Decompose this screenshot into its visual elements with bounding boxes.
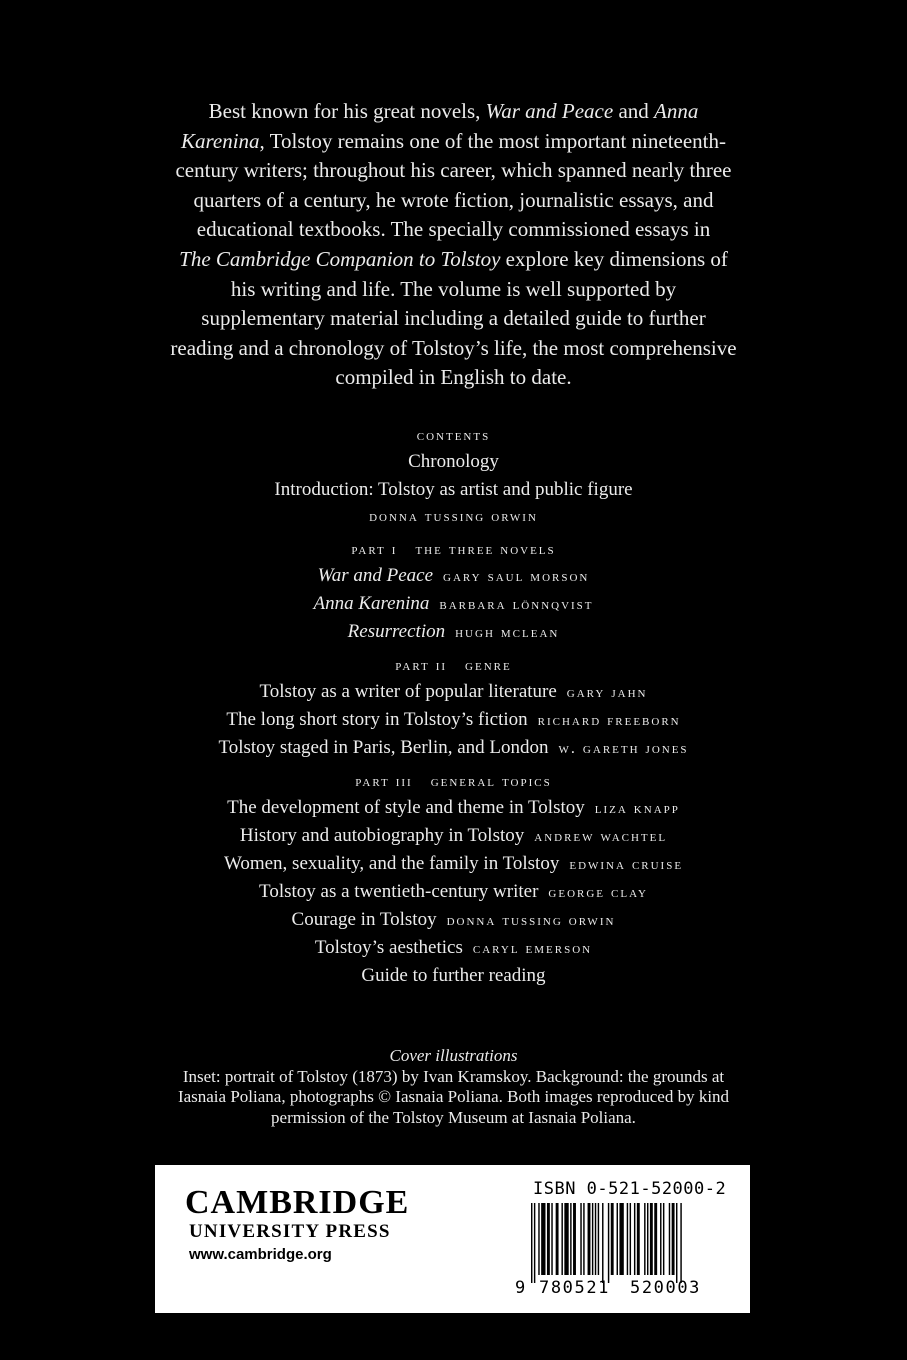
contents-entry [100, 878, 807, 906]
entry-author: george clay [548, 884, 648, 901]
barcode-bar [556, 1203, 559, 1275]
publisher-press: UNIVERSITY PRESS [189, 1221, 391, 1242]
contents-entry [100, 678, 807, 706]
part-heading: part iii general topics [355, 773, 552, 790]
blurb-line [150, 127, 757, 157]
entry-title: Anna Karenina [313, 593, 430, 614]
blurb-line [150, 97, 757, 127]
entry-author: andrew wachtel [534, 828, 668, 845]
barcode-bar [660, 1203, 661, 1275]
publisher-logo [185, 1185, 409, 1267]
contents-entry [100, 850, 807, 878]
barcode-bar [647, 1203, 648, 1275]
blurb-text: and [613, 99, 655, 123]
entry-title: The long short story in Tolstoy’s fiction [226, 709, 528, 730]
entry-author: gary jahn [566, 684, 648, 701]
entry-author: liza knapp [594, 800, 680, 817]
contents-entry [100, 934, 807, 962]
blurb-line [150, 275, 757, 305]
entry-author: caryl emerson [472, 940, 593, 957]
contents-entry [100, 822, 807, 850]
contents-chronology: Chronology [408, 451, 499, 472]
part-spacer [100, 530, 807, 538]
blurb-text: explore key dimensions of [500, 246, 728, 271]
blurb-line [150, 245, 757, 275]
contents-parts [100, 530, 807, 990]
back-cover-blurb [150, 97, 757, 393]
barcode-bar [644, 1203, 645, 1275]
contents-heading: contents [416, 427, 491, 444]
blurb-italic-text: Karenina [180, 128, 260, 153]
credits-line: permission of the Tolstoy Museum at Iasnaia Poliana. [271, 1107, 636, 1127]
barcode-bar [617, 1203, 618, 1275]
barcode-bar [672, 1203, 675, 1275]
barcode-bar [676, 1203, 677, 1283]
barcode-bar [663, 1203, 664, 1275]
blurb-line [150, 363, 757, 393]
entry-author: gary saul morson [443, 568, 590, 585]
entry-title: Tolstoy staged in Paris, Berlin, and London [218, 737, 549, 758]
entry-title: Tolstoy as a twentieth-century writer [259, 881, 539, 902]
blurb-italic-text: Anna [654, 99, 699, 123]
contents-list [100, 424, 807, 990]
publisher-barcode-panel [155, 1165, 750, 1313]
blurb-text: educational textbooks. The specially commissioned essays in [196, 217, 711, 242]
entry-title: Tolstoy as a writer of popular literature [259, 681, 557, 702]
blurb-text: reading and a chronology of Tolstoy’s life, the most comprehensive [170, 335, 737, 360]
barcode-bar [547, 1203, 550, 1275]
contents-entry [100, 706, 807, 734]
blurb-line [150, 186, 757, 216]
contents-entry [100, 618, 807, 646]
barcode-bar [583, 1203, 584, 1275]
publisher-name: CAMBRIDGE [185, 1184, 410, 1221]
entry-author: richard freeborn [537, 712, 681, 729]
barcode-bar [570, 1203, 571, 1275]
contents-entry [100, 590, 807, 618]
contents-entry [100, 962, 807, 990]
blurb-italic-text: The Cambridge Companion to Tolstoy [179, 246, 501, 271]
contents-entry [100, 906, 807, 934]
contents-introduction: Introduction: Tolstoy as artist and public figure [274, 479, 633, 500]
barcode-bar [630, 1203, 631, 1275]
entry-title: Women, sexuality, and the family in Tolstoy [223, 853, 560, 874]
blurb-line [150, 215, 757, 245]
entry-author: hugh mclean [455, 624, 560, 641]
blurb-text: supplementary material including a detailed guide to further [201, 306, 706, 331]
barcode-bar [573, 1203, 576, 1275]
barcode-bar [611, 1203, 614, 1275]
blurb-text: century writers; throughout his career, which spanned nearly three [175, 158, 732, 183]
barcode-bar [680, 1203, 681, 1283]
credits-heading: Cover illustrations [389, 1046, 518, 1065]
barcode-bar [619, 1203, 623, 1275]
entry-title: Courage in Tolstoy [291, 909, 437, 930]
barcode-bar [551, 1203, 552, 1275]
barcode-bar [588, 1203, 591, 1275]
ean-left-digits: 780521 [539, 1278, 611, 1298]
entry-title: The development of style and theme in Tolstoy [227, 797, 585, 818]
barcode-bar [654, 1203, 657, 1275]
barcode-bar [561, 1203, 562, 1275]
blurb-italic-text: War and Peace [485, 99, 614, 123]
barcode-bar [669, 1203, 670, 1275]
blurb-line [150, 156, 757, 186]
part-heading: part i the three novels [351, 541, 556, 558]
barcode-bar [608, 1203, 609, 1283]
cover-credits [120, 1046, 787, 1128]
entry-title: Guide to further reading [361, 965, 546, 986]
barcode-bar [595, 1203, 596, 1275]
blurb-line [150, 334, 757, 364]
contents-entry [100, 734, 807, 762]
barcode-bar [541, 1203, 545, 1275]
entry-title: History and autobiography in Tolstoy [239, 825, 525, 846]
blurb-text: compiled in English to date. [335, 365, 572, 390]
credits-line: Iasnaia Poliana, photographs © Iasnaia Poliana. Both images reproduced by kind [177, 1087, 730, 1106]
part-spacer [100, 762, 807, 770]
barcode-bar [650, 1203, 653, 1275]
part-spacer [100, 646, 807, 654]
ean-right-digits: 520003 [630, 1278, 702, 1298]
blurb-text: quarters of a century, he wrote fiction, journalistic essays, and [193, 187, 714, 212]
blurb-text: , Tolstoy remains one of the most important nineteenth- [259, 128, 727, 153]
ean-first-digit: 9 [515, 1278, 526, 1298]
part-heading: part ii genre [395, 657, 512, 674]
blurb-text: his writing and life. The volume is well supported by [230, 276, 677, 301]
barcode-bar [538, 1203, 539, 1275]
barcode-icon [531, 1203, 731, 1283]
barcode-bar [592, 1203, 593, 1275]
credits-line: Inset: portrait of Tolstoy (1873) by Ivan Kramskoy. Background: the grounds at [182, 1066, 725, 1086]
isbn-label: ISBN 0-521-52000-2 [533, 1179, 727, 1199]
barcode-bar [534, 1203, 535, 1283]
entry-author: barbara lönnqvist [439, 596, 594, 613]
entry-title: Resurrection [347, 621, 446, 642]
barcode-bar [531, 1203, 532, 1283]
entry-author: edwina cruise [569, 856, 684, 873]
barcode-bar [598, 1203, 599, 1275]
publisher-website: www.cambridge.org [189, 1246, 332, 1263]
contents-entry [100, 794, 807, 822]
barcode-bar [602, 1203, 603, 1283]
introduction-author: donna tussing orwin [369, 508, 538, 525]
entry-author: donna tussing orwin [446, 912, 616, 929]
entry-author: w. gareth jones [558, 740, 689, 757]
barcode-bar [627, 1203, 628, 1275]
barcode-bar [634, 1203, 635, 1275]
entry-title: War and Peace [317, 565, 434, 586]
barcode-bar [580, 1203, 581, 1275]
barcode-bar [637, 1203, 640, 1275]
entry-title: Tolstoy’s aesthetics [314, 937, 463, 958]
blurb-text: Best known for his great novels, [208, 99, 486, 123]
contents-entry [100, 562, 807, 590]
barcode-bar [564, 1203, 568, 1275]
blurb-line [150, 304, 757, 334]
